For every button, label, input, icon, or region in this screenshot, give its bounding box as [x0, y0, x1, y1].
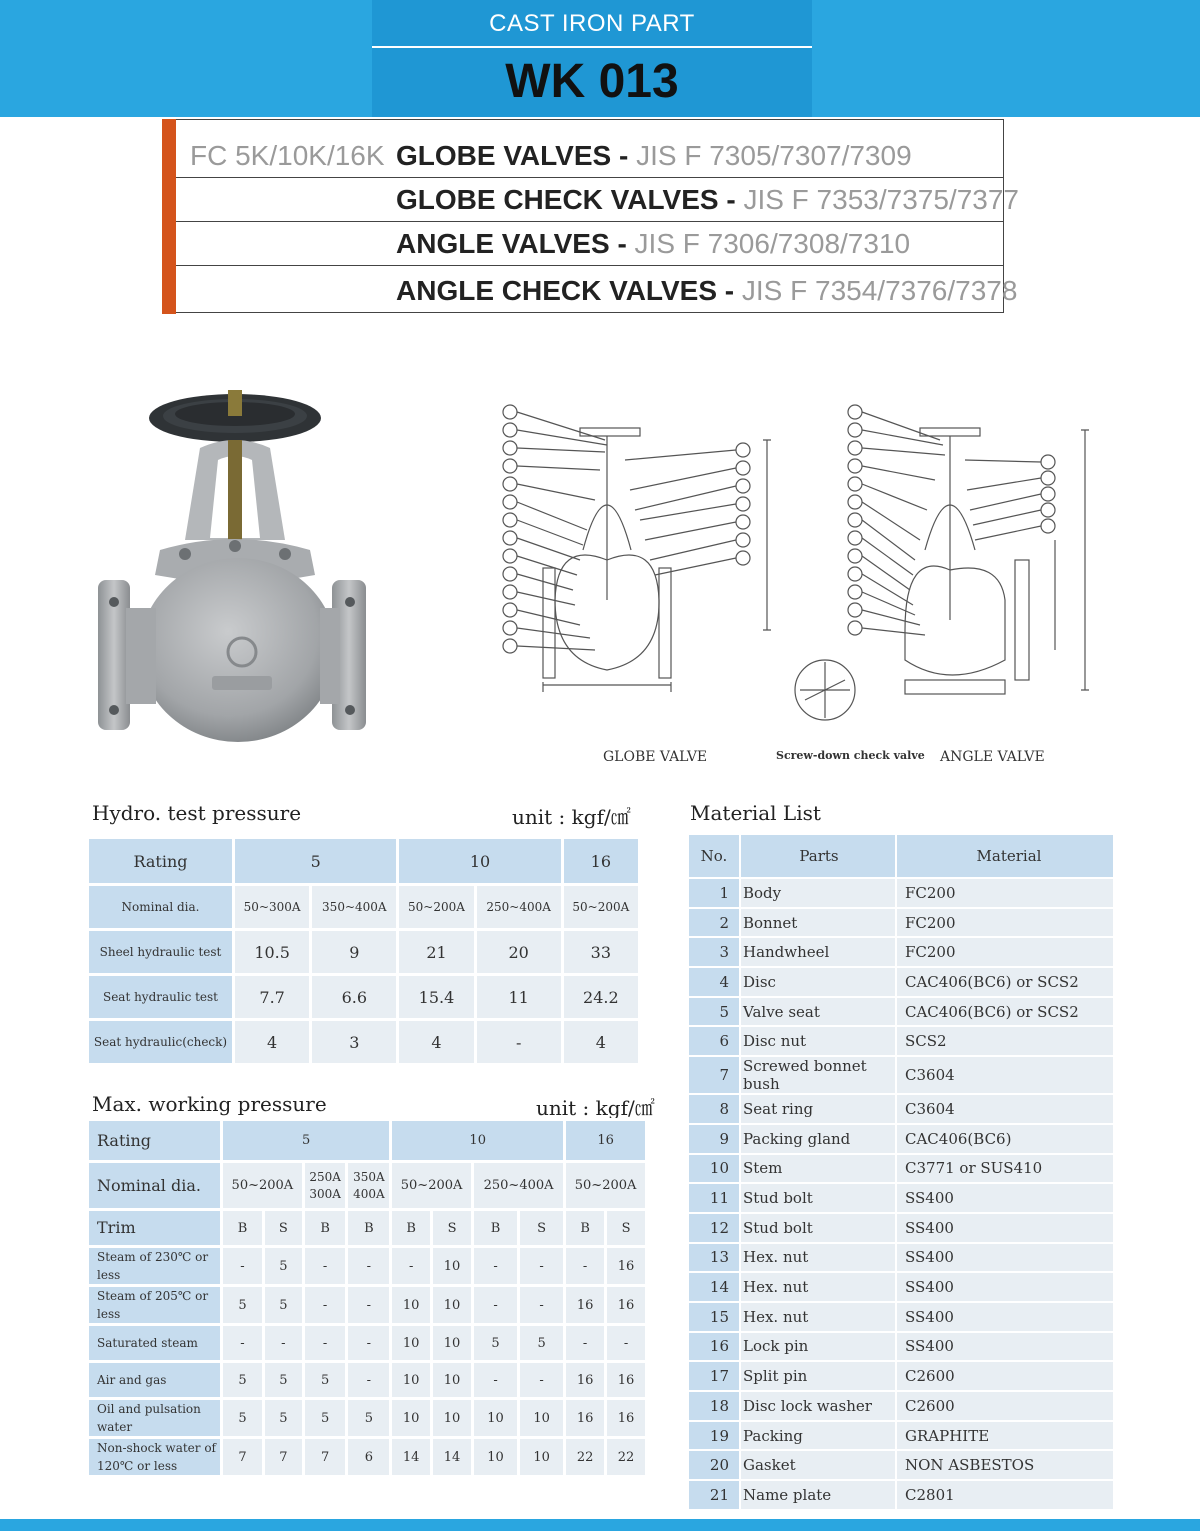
material-row: [688, 937, 1114, 967]
material-row: [688, 1450, 1114, 1480]
table-cell: 7: [303, 1438, 347, 1477]
table-cell: -: [347, 1247, 391, 1286]
standards-block: [162, 119, 1019, 314]
part-number: 4: [688, 967, 740, 997]
rating-header: Rating: [88, 1120, 222, 1162]
part-name: Seat ring: [740, 1094, 896, 1124]
table-cell: -: [475, 1020, 562, 1065]
rating-16: 16: [562, 838, 639, 885]
table-cell: 250~400A: [472, 1162, 564, 1210]
part-material: SCS2: [896, 1026, 1114, 1056]
table-cell: 5: [222, 1399, 264, 1438]
row-label: Non-shock water of 120℃ or less: [88, 1438, 222, 1477]
part-name: Packing: [740, 1421, 896, 1451]
part-number: 13: [688, 1243, 740, 1273]
table-cell: -: [303, 1286, 347, 1325]
material-row: [688, 1213, 1114, 1243]
part-name: Lock pin: [740, 1332, 896, 1362]
table-cell: 5: [303, 1362, 347, 1399]
standard-row: [176, 178, 1019, 222]
table-cell: S: [263, 1210, 303, 1247]
part-name: Hex. nut: [740, 1302, 896, 1332]
part-number: 16: [688, 1332, 740, 1362]
table-row: [88, 930, 640, 975]
table-cell: 33: [562, 930, 639, 975]
rating-5: 5: [234, 838, 398, 885]
standard-name: ANGLE CHECK VALVES - JIS F 7354/7376/7378: [396, 275, 1018, 306]
table-cell: 16: [606, 1399, 647, 1438]
part-material: C3604: [896, 1094, 1114, 1124]
table-row: [88, 1438, 647, 1477]
table-row: [88, 1325, 647, 1362]
table-cell: 14: [391, 1438, 432, 1477]
material-row: [688, 1391, 1114, 1421]
part-name: Bonnet: [740, 908, 896, 938]
part-number: 1: [688, 878, 740, 908]
rating-16: 16: [565, 1120, 647, 1162]
table-cell: 50~200A: [562, 885, 639, 930]
table-cell: S: [519, 1210, 565, 1247]
table-cell: 11: [475, 975, 562, 1020]
table-cell: S: [432, 1210, 473, 1247]
part-material: SS400: [896, 1272, 1114, 1302]
table-cell: -: [303, 1247, 347, 1286]
part-material: NON ASBESTOS: [896, 1450, 1114, 1480]
table-cell: 10: [391, 1286, 432, 1325]
valve-photo: [90, 380, 390, 750]
row-label: Saturated steam: [88, 1325, 222, 1362]
table-cell: -: [565, 1325, 606, 1362]
table-cell: 10: [472, 1438, 518, 1477]
table-cell: 7: [222, 1438, 264, 1477]
row-label: Air and gas: [88, 1362, 222, 1399]
table-cell: 24.2: [562, 975, 639, 1020]
part-name: Body: [740, 878, 896, 908]
table-cell: -: [519, 1286, 565, 1325]
table-row: [88, 975, 640, 1020]
material-row: [688, 1272, 1114, 1302]
part-name: Stem: [740, 1154, 896, 1184]
table-cell: 3: [311, 1020, 398, 1065]
table-cell: 22: [606, 1438, 647, 1477]
part-material: SS400: [896, 1302, 1114, 1332]
part-number: 14: [688, 1272, 740, 1302]
caption-angle-valve: ANGLE VALVE: [940, 749, 1045, 765]
table-cell: B: [391, 1210, 432, 1247]
table-row: [88, 1020, 640, 1065]
rating-10: 10: [398, 838, 562, 885]
material-row: [688, 1332, 1114, 1362]
max-working-title: Max. working pressure: [92, 1092, 327, 1116]
footer-band: [0, 1519, 1200, 1531]
table-cell: 5: [303, 1399, 347, 1438]
table-cell: 5: [222, 1362, 264, 1399]
table-cell: 5: [519, 1325, 565, 1362]
standard-name: GLOBE CHECK VALVES - JIS F 7353/7375/7377: [396, 184, 1019, 215]
table-cell: -: [347, 1286, 391, 1325]
standard-name: ANGLE VALVES - JIS F 7306/7308/7310: [396, 228, 911, 259]
part-material: C2600: [896, 1361, 1114, 1391]
row-label: Seat hydraulic test: [88, 975, 234, 1020]
table-cell: 5: [347, 1399, 391, 1438]
part-number: 3: [688, 937, 740, 967]
material-row: [688, 1124, 1114, 1154]
table-row: [88, 1362, 647, 1399]
table-cell: B: [472, 1210, 518, 1247]
row-label: Trim: [88, 1210, 222, 1247]
part-number: 20: [688, 1450, 740, 1480]
table-cell: 50~200A: [398, 885, 475, 930]
part-name: Gasket: [740, 1450, 896, 1480]
part-number: 9: [688, 1124, 740, 1154]
table-cell: -: [472, 1362, 518, 1399]
table-cell: 10.5: [234, 930, 311, 975]
table-cell: -: [519, 1362, 565, 1399]
table-cell: 22: [565, 1438, 606, 1477]
table-cell: 350~400A: [311, 885, 398, 930]
technical-drawing: [495, 400, 1105, 770]
table-cell: 50~300A: [234, 885, 311, 930]
part-name: Handwheel: [740, 937, 896, 967]
part-material: GRAPHITE: [896, 1421, 1114, 1451]
table-cell: 10: [391, 1362, 432, 1399]
table-row: [88, 1286, 647, 1325]
table-cell: 16: [565, 1362, 606, 1399]
part-number: 15: [688, 1302, 740, 1332]
table-cell: 7: [263, 1438, 303, 1477]
rating-10: 10: [391, 1120, 565, 1162]
material-row: [688, 997, 1114, 1027]
category-label: CAST IRON PART: [489, 10, 695, 37]
table-row: [88, 1399, 647, 1438]
row-label: Steam of 205℃ or less: [88, 1286, 222, 1325]
part-material: FC200: [896, 878, 1114, 908]
material-row: [688, 1183, 1114, 1213]
table-cell: -: [565, 1247, 606, 1286]
part-name: Stud bolt: [740, 1183, 896, 1213]
material-row: [688, 878, 1114, 908]
row-label: Steam of 230℃ or less: [88, 1247, 222, 1286]
table-cell: 21: [398, 930, 475, 975]
material-row: [688, 1094, 1114, 1124]
part-material: CAC406(BC6) or SCS2: [896, 967, 1114, 997]
part-material: C2801: [896, 1480, 1114, 1510]
part-material: CAC406(BC6) or SCS2: [896, 997, 1114, 1027]
table-cell: 250A 300A: [303, 1162, 347, 1210]
part-material: SS400: [896, 1332, 1114, 1362]
table-row: [88, 1247, 647, 1286]
table-row: [688, 834, 1114, 878]
rating-prefix: FC 5K/10K/16K: [190, 140, 385, 171]
table-cell: 350A 400A: [347, 1162, 391, 1210]
material-row: [688, 1421, 1114, 1451]
part-material: SS400: [896, 1243, 1114, 1273]
part-name: Name plate: [740, 1480, 896, 1510]
part-material: C2600: [896, 1391, 1114, 1421]
part-number: 6: [688, 1026, 740, 1056]
callout-column-left: [503, 405, 517, 653]
table-cell: -: [472, 1286, 518, 1325]
rating-5: 5: [222, 1120, 391, 1162]
table-cell: 10: [432, 1399, 473, 1438]
part-number: 19: [688, 1421, 740, 1451]
row-label: Nominal dia.: [88, 885, 234, 930]
material-row: [688, 1302, 1114, 1332]
table-cell: -: [263, 1325, 303, 1362]
part-name: Stud bolt: [740, 1213, 896, 1243]
table-cell: 16: [606, 1362, 647, 1399]
part-name: Screwed bonnet bush: [740, 1056, 896, 1094]
material-row: [688, 1480, 1114, 1510]
title-divider: [372, 46, 812, 48]
table-cell: -: [222, 1247, 264, 1286]
table-cell: 5: [263, 1399, 303, 1438]
standard-row: [176, 222, 1004, 266]
table-cell: S: [606, 1210, 647, 1247]
table-cell: B: [565, 1210, 606, 1247]
table-cell: 16: [606, 1286, 647, 1325]
part-number: 5: [688, 997, 740, 1027]
table-row: [88, 885, 640, 930]
table-cell: 5: [472, 1325, 518, 1362]
table-cell: -: [472, 1247, 518, 1286]
part-number: 7: [688, 1056, 740, 1094]
part-number: 18: [688, 1391, 740, 1421]
material-row: [688, 1056, 1114, 1094]
table-cell: -: [222, 1325, 264, 1362]
table-cell: 10: [472, 1399, 518, 1438]
table-cell: 16: [565, 1399, 606, 1438]
table-cell: 10: [519, 1399, 565, 1438]
table-cell: 4: [562, 1020, 639, 1065]
table-cell: 10: [519, 1438, 565, 1477]
part-name: Valve seat: [740, 997, 896, 1027]
parts-header: Parts: [740, 834, 896, 878]
row-label: Sheel hydraulic test: [88, 930, 234, 975]
part-number: 11: [688, 1183, 740, 1213]
part-material: FC200: [896, 908, 1114, 938]
standard-row: [176, 266, 1018, 313]
table-cell: 10: [432, 1247, 473, 1286]
part-number: 17: [688, 1361, 740, 1391]
material-row: [688, 908, 1114, 938]
part-number: 12: [688, 1213, 740, 1243]
table-cell: 10: [391, 1325, 432, 1362]
no-header: No.: [688, 834, 740, 878]
standard-name: GLOBE VALVES - JIS F 7305/7307/7309: [396, 140, 912, 171]
material-row: [688, 967, 1114, 997]
max-working-table: [86, 1118, 648, 1478]
table-cell: 5: [222, 1286, 264, 1325]
part-material: SS400: [896, 1213, 1114, 1243]
table-cell: 16: [565, 1286, 606, 1325]
part-name: Disc lock washer: [740, 1391, 896, 1421]
table-row: [88, 1120, 647, 1162]
table-cell: 14: [432, 1438, 473, 1477]
part-material: FC200: [896, 937, 1114, 967]
table-cell: -: [519, 1247, 565, 1286]
table-cell: 5: [263, 1286, 303, 1325]
material-row: [688, 1361, 1114, 1391]
material-list-title: Material List: [690, 801, 821, 825]
hydro-unit: unit : kgf/㎠: [512, 805, 631, 829]
table-cell: 4: [234, 1020, 311, 1065]
material-row: [688, 1243, 1114, 1273]
hydro-test-table: [86, 836, 641, 1066]
row-label: Nominal dia.: [88, 1162, 222, 1210]
table-cell: -: [606, 1325, 647, 1362]
table-cell: 6.6: [311, 975, 398, 1020]
table-cell: 20: [475, 930, 562, 975]
part-material: C3771 or SUS410: [896, 1154, 1114, 1184]
table-row: [88, 1210, 647, 1247]
table-cell: 4: [398, 1020, 475, 1065]
row-label: Oil and pulsation water: [88, 1399, 222, 1438]
material-header: Material: [896, 834, 1114, 878]
table-cell: 50~200A: [391, 1162, 473, 1210]
hydro-title: Hydro. test pressure: [92, 801, 302, 825]
part-material: SS400: [896, 1183, 1114, 1213]
part-number: 10: [688, 1154, 740, 1184]
table-cell: -: [391, 1247, 432, 1286]
table-cell: B: [303, 1210, 347, 1247]
part-name: Disc: [740, 967, 896, 997]
table-cell: 10: [432, 1286, 473, 1325]
table-cell: 50~200A: [565, 1162, 647, 1210]
part-number: 21: [688, 1480, 740, 1510]
part-name: Disc nut: [740, 1026, 896, 1056]
accent-bar: [162, 119, 176, 314]
material-list-table: [687, 833, 1115, 1511]
table-cell: -: [347, 1362, 391, 1399]
caption-globe-valve: GLOBE VALVE: [603, 749, 708, 765]
table-cell: 15.4: [398, 975, 475, 1020]
max-working-unit: unit : kgf/㎠: [536, 1096, 655, 1120]
table-cell: 250~400A: [475, 885, 562, 930]
caption-check-valve: Screw-down check valve: [776, 749, 925, 762]
material-row: [688, 1154, 1114, 1184]
part-material: CAC406(BC6): [896, 1124, 1114, 1154]
part-number: 2: [688, 908, 740, 938]
row-label: Seat hydraulic(check): [88, 1020, 234, 1065]
part-number: 8: [688, 1094, 740, 1124]
table-cell: 7.7: [234, 975, 311, 1020]
table-cell: B: [347, 1210, 391, 1247]
part-name: Split pin: [740, 1361, 896, 1391]
table-cell: 5: [263, 1362, 303, 1399]
table-cell: 6: [347, 1438, 391, 1477]
part-name: Packing gland: [740, 1124, 896, 1154]
table-cell: 10: [391, 1399, 432, 1438]
part-name: Hex. nut: [740, 1272, 896, 1302]
table-cell: B: [222, 1210, 264, 1247]
rating-header: Rating: [88, 838, 234, 885]
table-cell: 5: [263, 1247, 303, 1286]
part-name: Hex. nut: [740, 1243, 896, 1273]
table-cell: -: [347, 1325, 391, 1362]
material-row: [688, 1026, 1114, 1056]
model-title: WK 013: [505, 55, 679, 108]
standard-row: [176, 119, 1004, 178]
table-cell: 9: [311, 930, 398, 975]
table-cell: 50~200A: [222, 1162, 304, 1210]
title-box: [372, 0, 812, 117]
table-cell: 10: [432, 1325, 473, 1362]
table-cell: 16: [606, 1247, 647, 1286]
table-cell: 10: [432, 1362, 473, 1399]
table-cell: -: [303, 1325, 347, 1362]
part-material: C3604: [896, 1056, 1114, 1094]
table-row: [88, 838, 640, 885]
table-row: [88, 1162, 647, 1210]
